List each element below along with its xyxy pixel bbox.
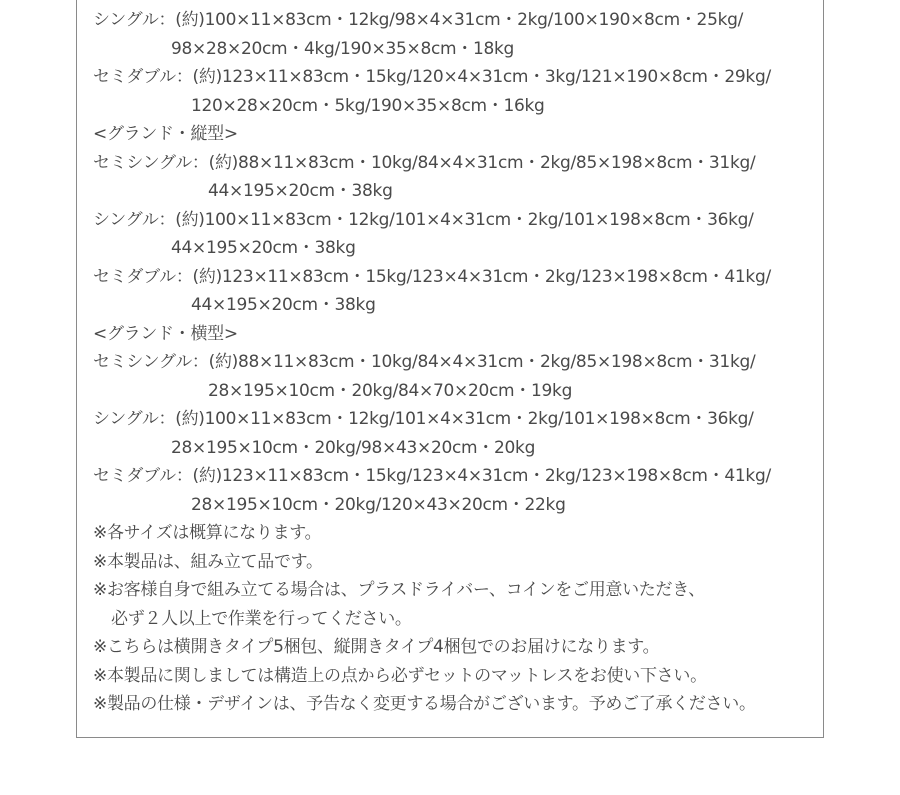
size-row-semi-single — [93, 149, 813, 178]
size-row-semi-double — [93, 462, 813, 491]
note-two-people: 必ず２人以上で作業を行ってください。 — [111, 608, 412, 629]
size-dimensions: (約)88×11×83cm・10kg/84×4×31cm・2kg/85×198×8cm・31kg/ — [208, 352, 756, 372]
size-label: シングル： — [93, 10, 176, 30]
size-dimensions-cont: 44×195×20cm・38kg — [191, 295, 376, 315]
size-dimensions: (約)100×11×83cm・12kg/98×4×31cm・2kg/100×190×8cm・25kg/ — [175, 10, 744, 30]
size-label: シングル： — [93, 409, 176, 429]
size-label: シングル： — [93, 209, 176, 230]
size-row-semi-single — [93, 348, 813, 377]
size-dimensions: (約)123×11×83cm・15kg/120×4×31cm・3kg/121×190×8cm・29kg/ — [192, 67, 771, 87]
size-dimensions-cont: 120×28×20cm・5kg/190×35×8cm・16kg — [191, 95, 545, 116]
size-dimensions: (約)100×11×83cm・12kg/101×4×31cm・2kg/101×198×8cm・36kg/ — [175, 209, 754, 230]
size-label: セミダブル： — [93, 466, 193, 486]
section-heading-grand-vertical: <グランド・縦型> — [93, 124, 238, 144]
note-spec-change: ※製品の仕様・デザインは、予告なく変更する場合がございます。予めご了承ください。 — [93, 694, 756, 714]
size-label: セミシングル： — [93, 152, 209, 173]
size-row-single — [93, 6, 813, 35]
spec-body — [93, 6, 813, 719]
size-row-semi-double — [93, 263, 813, 292]
size-dimensions: (約)123×11×83cm・15kg/123×4×31cm・2kg/123×198×8cm・41kg/ — [192, 266, 771, 287]
note-approximate-sizes: ※各サイズは概算になります。 — [93, 523, 322, 543]
size-dimensions: (約)100×11×83cm・12kg/101×4×31cm・2kg/101×198×8cm・36kg/ — [175, 409, 754, 429]
size-label: セミシングル： — [93, 352, 209, 372]
size-row-semi-double — [93, 63, 813, 92]
size-row-single — [93, 206, 813, 235]
size-dimensions-cont: 28×195×10cm・20kg/84×70×20cm・19kg — [208, 380, 573, 401]
section-heading-grand-horizontal: <グランド・横型> — [93, 323, 238, 344]
size-label: セミダブル： — [93, 266, 193, 287]
size-dimensions-cont: 28×195×10cm・20kg/98×43×20cm・20kg — [171, 437, 536, 458]
note-use-set-mattress: ※本製品に関しましては構造上の点から必ずセットのマットレスをお使い下さい。 — [93, 665, 707, 686]
size-dimensions: (約)123×11×83cm・15kg/123×4×31cm・2kg/123×198×8cm・41kg/ — [192, 466, 771, 486]
size-dimensions-cont: 44×195×20cm・38kg — [208, 181, 393, 201]
size-dimensions-cont: 44×195×20cm・38kg — [171, 238, 356, 258]
size-label: セミダブル： — [93, 67, 193, 87]
size-dimensions: (約)88×11×83cm・10kg/84×4×31cm・2kg/85×198×8cm・31kg/ — [208, 152, 756, 173]
note-tools-required: ※お客様自身で組み立てる場合は、プラスドライバー、コインをご用意いただき、 — [93, 580, 705, 600]
size-dimensions-cont: 28×195×10cm・20kg/120×43×20cm・22kg — [191, 494, 566, 515]
size-row-single — [93, 405, 813, 434]
note-package-count: ※こちらは横開きタイプ5梱包、縦開きタイプ4梱包でのお届けになります。 — [93, 637, 660, 657]
size-dimensions-cont: 98×28×20cm・4kg/190×35×8cm・18kg — [171, 38, 515, 59]
note-assembly-required: ※本製品は、組み立て品です。 — [93, 551, 323, 572]
